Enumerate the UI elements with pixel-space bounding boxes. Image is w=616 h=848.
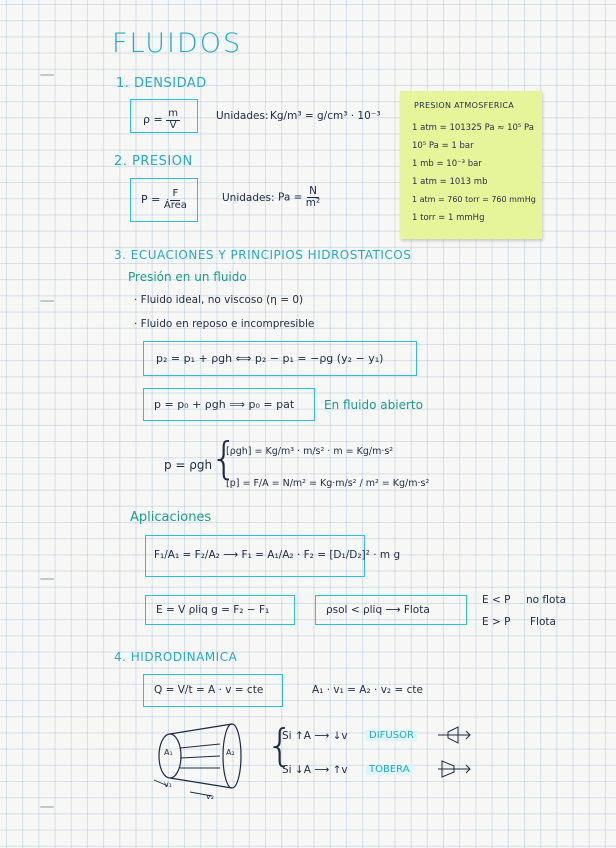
bullet-reposo: · Fluido en reposo e incompresible xyxy=(134,318,315,330)
dimensional-lhs: p = ρgh xyxy=(164,458,213,472)
diffuser-icon xyxy=(436,724,472,746)
pressure-num: F xyxy=(172,188,179,199)
margin-mark xyxy=(40,806,54,808)
case-difusor: Si ↑A ⟶ ↓v xyxy=(282,730,348,742)
pressure-units-num: N xyxy=(309,185,317,197)
pascal-eq: F₁/A₁ = F₂/A₂ ⟶ F₁ = A₁/A₂ · F₂ = [D₁/D₂]² · m g xyxy=(154,549,401,561)
dimensional-line-2: [p] = F/A = N/m² = Kg·m/s² / m² = Kg/m·s² xyxy=(226,478,430,489)
section-heading-densidad: 1. DENSIDAD xyxy=(116,76,207,91)
label-difusor: DIFUSOR xyxy=(366,730,417,741)
pressure-units-lhs: Pa = xyxy=(278,191,303,204)
side-result-2: Flota xyxy=(530,616,556,628)
margin-mark xyxy=(40,300,54,302)
pressure-formula-box xyxy=(130,178,198,222)
pressure-lhs: P = xyxy=(141,193,161,206)
label-a1: A₁ xyxy=(164,748,173,757)
margin-mark xyxy=(40,578,54,580)
open-fluid-eq: p = p₀ + ρgh ⟹ p₀ = pat xyxy=(154,398,295,411)
density-den: V xyxy=(169,119,177,131)
open-fluid-note: En fluido abierto xyxy=(324,398,423,412)
open-fluid-eq-box xyxy=(143,388,315,421)
margin-mark xyxy=(40,74,54,76)
subheading-presion-fluido: Presión en un fluido xyxy=(128,270,247,284)
caudal-eq: Q = V/t = A · v = cte xyxy=(154,684,264,696)
apps-heading: Aplicaciones xyxy=(130,510,212,525)
density-lhs: ρ = xyxy=(143,113,163,126)
section-heading-hidrostatica: 3. ECUACIONES Y PRINCIPIOS HIDROSTATICOS xyxy=(114,248,412,262)
label-a2: A₂ xyxy=(226,748,235,757)
note-line: 1 atm = 760 torr = 760 mmHg xyxy=(412,195,536,204)
note-title: PRESION ATMOSFERICA xyxy=(414,101,515,110)
hydrostatic-eq-box xyxy=(143,341,417,376)
page-title: FLUIDOS xyxy=(112,28,243,59)
density-num: m xyxy=(168,108,178,119)
note-line: 1 mb = 10⁻³ bar xyxy=(412,159,482,169)
empuje-box xyxy=(145,595,295,625)
continuity-eq: A₁ · v₁ = A₂ · v₂ = cte xyxy=(312,684,423,696)
pascal-box xyxy=(145,535,401,577)
side-condition-2: E > P xyxy=(482,616,511,628)
note-line: 1 atm = 101325 Pa ≈ 10⁵ Pa xyxy=(412,123,534,133)
label-v1: v₁ xyxy=(164,780,172,789)
case-tobera: Si ↓A ⟶ ↑v xyxy=(282,764,348,776)
bullet-ideal: · Fluido ideal, no viscoso (η = 0) xyxy=(134,294,304,306)
caudal-box xyxy=(143,674,283,707)
pipe-diagram xyxy=(150,716,260,802)
flota-eq: ρsol < ρliq ⟶ Flota xyxy=(326,604,430,616)
hydrostatic-eq: p₂ = p₁ + ρgh ⟺ p₂ − p₁ = −ρg (y₂ − y₁) xyxy=(156,352,384,365)
note-line: 1 atm = 1013 mb xyxy=(412,177,488,187)
label-tobera: TOBERA xyxy=(366,764,413,775)
label-v2: v₂ xyxy=(206,792,214,801)
brace-icon: { xyxy=(210,433,238,484)
flota-box xyxy=(315,595,467,625)
side-result-1: no flota xyxy=(526,594,567,606)
side-condition-1: E < P xyxy=(482,594,511,606)
pressure-units-label: Unidades: xyxy=(222,192,275,204)
nozzle-icon xyxy=(436,758,472,780)
section-heading-hidrodinamica: 4. HIDRODINAMICA xyxy=(114,650,238,664)
empuje-eq: E = V ρliq g = F₂ − F₁ xyxy=(156,604,270,616)
density-formula-box xyxy=(130,99,198,133)
density-units: Kg/m³ = g/cm³ · 10⁻³ xyxy=(270,110,381,122)
density-units-label: Unidades: xyxy=(216,110,269,122)
section-heading-presion: 2. PRESION xyxy=(114,154,193,169)
sticky-note-atm xyxy=(400,91,542,239)
pressure-den: Área xyxy=(163,199,187,211)
dimensional-line-1: [ρgh] = Kg/m³ · m/s² · m = Kg/m·s² xyxy=(226,446,394,457)
brace-icon: { xyxy=(266,720,294,771)
pressure-units-den: m² xyxy=(305,197,321,210)
note-line: 1 torr = 1 mmHg xyxy=(412,213,485,223)
note-line: 10⁵ Pa = 1 bar xyxy=(412,141,474,151)
